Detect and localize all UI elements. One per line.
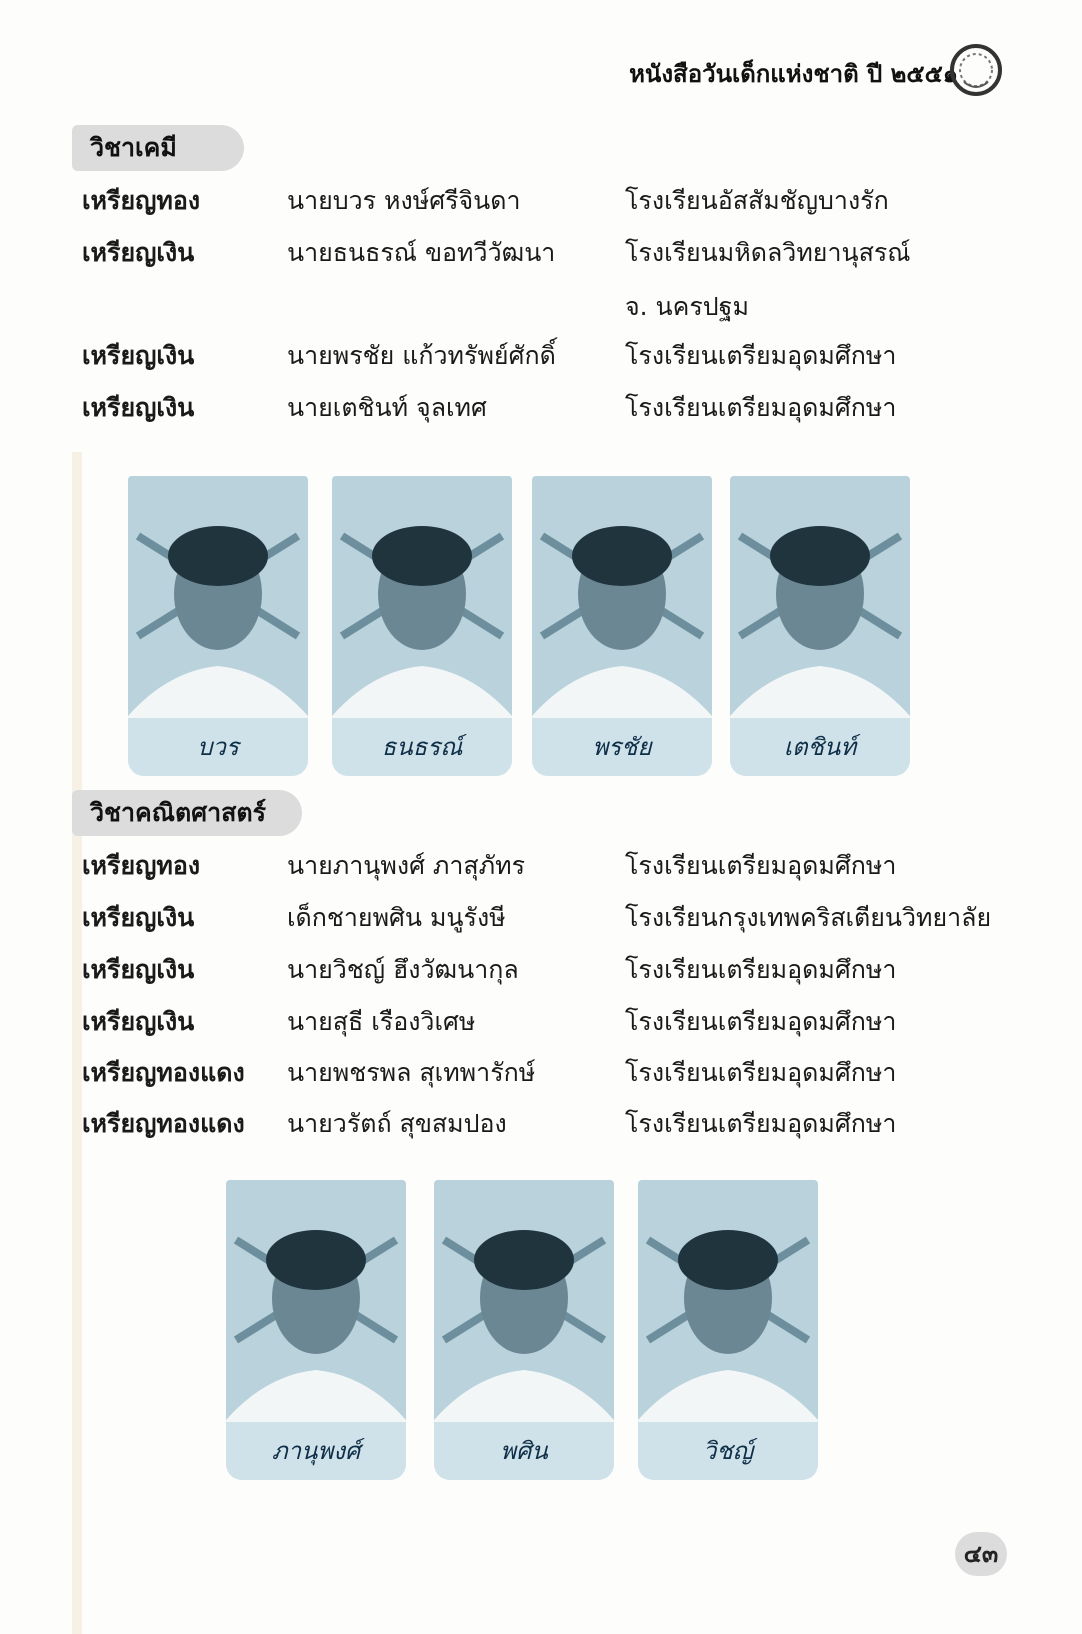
student-name: นายพชรพล สุเทพารักษ์	[287, 1058, 536, 1087]
school-name: โรงเรียนเตรียมอุดมศึกษา	[625, 1058, 897, 1087]
student-photo	[332, 476, 512, 776]
medal-label: เหรียญเงิน	[82, 238, 195, 267]
student-name: นายวิชญ์ ฮึงวัฒนากุล	[287, 955, 519, 984]
school-name: โรงเรียนกรุงเทพคริสเตียนวิทยาลัย	[625, 903, 992, 932]
medal-label: เหรียญทองแดง	[82, 1109, 245, 1138]
photo-caption: วิชญ์	[638, 1422, 818, 1480]
student-name: นายเตชินท์ จุลเทศ	[287, 393, 487, 422]
medal-label: เหรียญเงิน	[82, 1007, 195, 1036]
student-name: นายภานุพงศ์ ภาสุภัทร	[287, 851, 526, 880]
student-photo	[226, 1180, 406, 1480]
medal-label: เหรียญทอง	[82, 186, 201, 215]
school-name: โรงเรียนเตรียมอุดมศึกษา	[625, 955, 897, 984]
photo-caption: ธนธรณ์	[332, 718, 512, 776]
emblem-icon	[948, 42, 1004, 98]
photo-caption: เตชินท์	[730, 718, 910, 776]
student-photo	[532, 476, 712, 776]
student-photo	[638, 1180, 818, 1480]
student-photo	[128, 476, 308, 776]
student-photo	[434, 1180, 614, 1480]
student-name: เด็กชายพศิน มนูรังษี	[287, 903, 506, 932]
school-name: โรงเรียนเตรียมอุดมศึกษา	[625, 393, 897, 422]
student-name: นายสุธี เรืองวิเศษ	[287, 1007, 476, 1036]
school-name: โรงเรียนเตรียมอุดมศึกษา	[625, 341, 897, 370]
medal-label: เหรียญทองแดง	[82, 1058, 245, 1087]
student-photo	[730, 476, 910, 776]
photo-caption: บวร	[128, 718, 308, 776]
school-name: โรงเรียนเตรียมอุดมศึกษา	[625, 1109, 897, 1138]
photo-caption: ภานุพงศ์	[226, 1422, 406, 1480]
photo-caption: พศิน	[434, 1422, 614, 1480]
student-name: นายธนธรณ์ ขอทวีวัฒนา	[287, 238, 556, 267]
medal-label: เหรียญทอง	[82, 851, 201, 880]
medal-label: เหรียญเงิน	[82, 393, 195, 422]
section-chemistry-title: วิชาเคมี	[72, 125, 244, 171]
school-name: โรงเรียนอัสสัมชัญบางรัก	[625, 186, 889, 215]
school-name: โรงเรียนเตรียมอุดมศึกษา	[625, 1007, 897, 1036]
section-math-title: วิชาคณิตศาสตร์	[72, 790, 302, 836]
medal-label: เหรียญเงิน	[82, 955, 195, 984]
student-name: นายวรัตถ์ สุขสมปอง	[287, 1109, 507, 1138]
page-number: ๔๓	[955, 1532, 1007, 1576]
medal-label: เหรียญเงิน	[82, 903, 195, 932]
page-header-title: หนังสือวันเด็กแห่งชาติ ปี ๒๕๕๑	[629, 60, 958, 88]
school-name: โรงเรียนเตรียมอุดมศึกษา	[625, 851, 897, 880]
medal-label: เหรียญเงิน	[82, 341, 195, 370]
student-name: นายพรชัย แก้วทรัพย์ศักดิ์	[287, 341, 556, 370]
photo-caption: พรชัย	[532, 718, 712, 776]
page-margin-tint	[72, 452, 82, 1634]
student-name: นายบวร หงษ์ศรีจินดา	[287, 186, 521, 215]
school-province: จ. นครปฐม	[625, 292, 749, 321]
school-name: โรงเรียนมหิดลวิทยานุสรณ์	[625, 238, 911, 267]
